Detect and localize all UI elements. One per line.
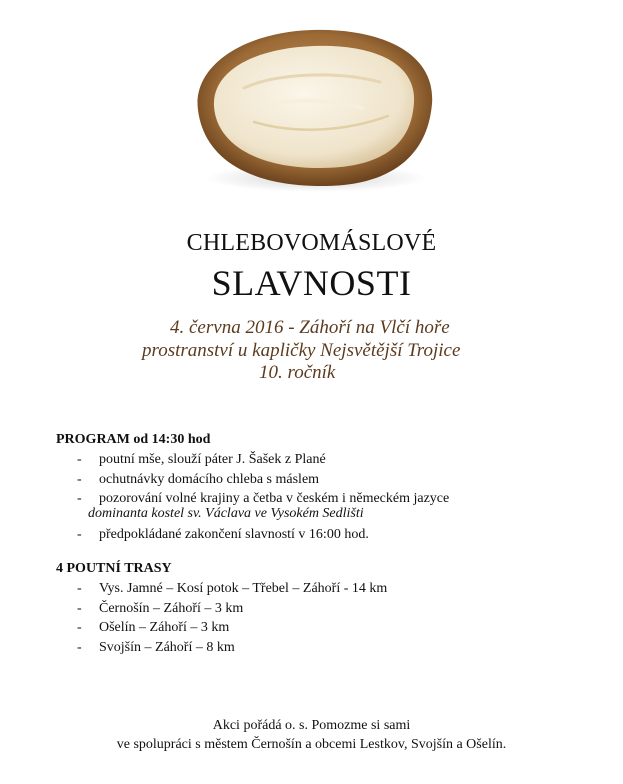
program-item-text: pozorování volné krajiny a četba v českém i německém jazyce [99,491,450,506]
list-marker: - [77,491,82,506]
event-location: prostranství u kapličky Nejsvětější Trojice [142,340,461,361]
list-item [77,638,387,658]
program-item-text: předpokládané zakončení slavností v 16:00 hod. [99,527,369,542]
routes-heading: 4 POUTNÍ TRASY [56,561,172,576]
title-line-2: SLAVNOSTI [211,263,412,303]
list-item [77,599,387,619]
list-item [77,618,387,638]
program-note: dominanta kostel sv. Václava ve Vysokém Sedlišti [88,506,364,521]
program-list [77,450,449,509]
list-marker: - [77,452,82,467]
list-marker: - [77,581,82,596]
list-marker: - [77,639,82,655]
route-text: Ošelín – Záhoří – 3 km [99,620,230,635]
route-text: Černošín – Záhoří – 3 km [99,600,244,616]
route-text: Vys. Jamné – Kosí potok – Třebel – Záhoří - 14 km [99,581,388,596]
program-item-text: ochutnávky domácího chleba s máslem [99,471,320,487]
list-item [77,525,369,545]
list-marker: - [77,471,82,487]
routes-list [77,579,387,657]
cooperation-line: ve spolupráci s městem Černošín a obcemi Lestkov, Svojšín a Ošelín. [116,737,507,752]
program-heading: PROGRAM od 14:30 hod [56,432,211,447]
route-text: Svojšín – Záhoří – 8 km [99,639,235,655]
list-marker: - [77,620,82,635]
list-marker: - [77,527,82,542]
event-edition: 10. ročník [259,362,336,383]
bread-with-butter-image [184,18,442,201]
program-list-continued [77,525,369,545]
event-date-place: 4. června 2016 - Záhoří na Vlčí hoře [170,317,450,338]
list-item [77,470,449,490]
list-item [77,450,449,470]
list-item [77,579,387,599]
list-marker: - [77,600,82,616]
organizer-line: Akci pořádá o. s. Pomozme si sami [212,718,411,733]
title-line-1: CHLEBOVOMÁSLOVÉ [186,230,437,256]
program-item-text: poutní mše, slouží páter J. Šašek z Plané [99,452,326,467]
